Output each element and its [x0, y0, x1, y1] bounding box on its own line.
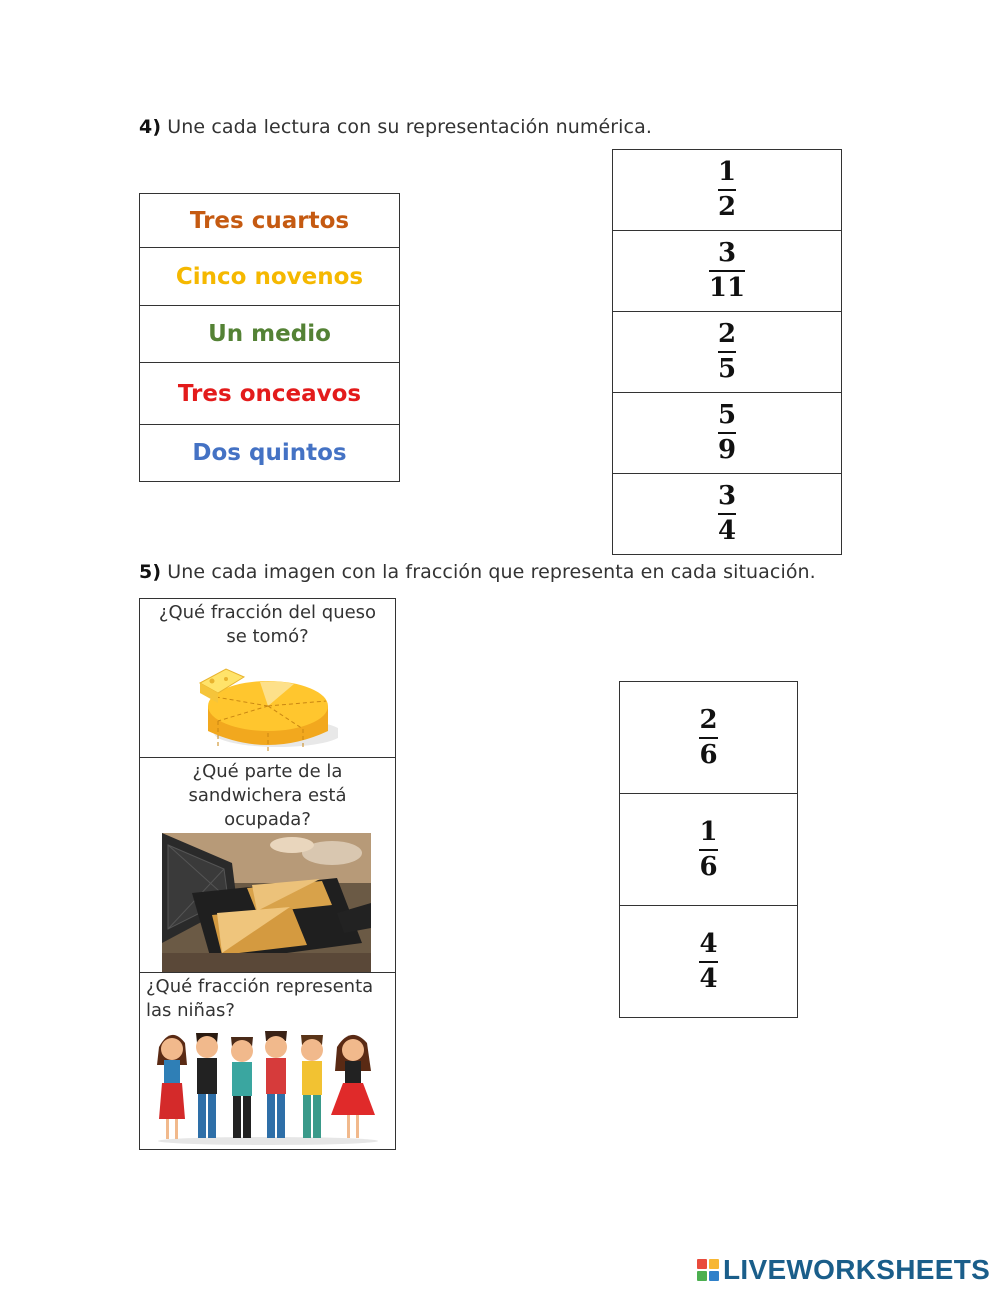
fraction	[709, 239, 745, 302]
fraction	[718, 482, 736, 545]
picture-caption: ¿Qué fracción del queso se tomó?	[158, 602, 377, 647]
question-4	[139, 116, 652, 138]
numerator: 1	[717, 157, 737, 188]
reading-table	[139, 193, 400, 482]
fraction-cell[interactable]	[620, 794, 798, 906]
reading-cell[interactable]	[140, 306, 400, 363]
fraction-cell[interactable]	[620, 682, 798, 794]
denominator: 5	[717, 354, 737, 384]
denominator: 11	[708, 273, 746, 303]
group-of-children-illustration	[153, 1025, 383, 1147]
reading-cell[interactable]	[140, 194, 400, 248]
reading-cell[interactable]	[140, 363, 400, 425]
fraction	[699, 706, 717, 769]
denominator: 4	[699, 963, 718, 994]
fraction-table-q5	[619, 681, 798, 1018]
picture-cell-sandwich[interactable]	[140, 758, 396, 973]
numerator: 2	[699, 704, 718, 735]
liveworksheets-logo	[697, 1254, 990, 1286]
numerator: 3	[717, 238, 737, 269]
fraction	[718, 320, 736, 383]
fraction-cell[interactable]	[613, 474, 842, 555]
question-4-number: 4)	[139, 116, 162, 138]
fraction	[699, 930, 717, 993]
reading-text: Tres cuartos	[189, 207, 350, 234]
logo-blocks-icon	[697, 1259, 719, 1281]
reading-text: Cinco novenos	[175, 263, 364, 290]
reading-text: Un medio	[208, 321, 331, 347]
denominator: 4	[717, 516, 737, 546]
fraction-cell[interactable]	[620, 906, 798, 1018]
question-5	[139, 561, 816, 583]
denominator: 2	[717, 192, 737, 222]
reading-text: Dos quintos	[192, 440, 347, 466]
denominator: 9	[717, 435, 737, 465]
picture-table	[139, 598, 396, 1150]
numerator: 5	[717, 400, 737, 431]
denominator: 6	[699, 739, 718, 770]
question-4-text: Une cada lectura con su representación numérica.	[167, 116, 652, 138]
fraction-cell[interactable]	[613, 150, 842, 231]
numerator: 4	[699, 928, 718, 959]
picture-cell-children[interactable]	[140, 973, 396, 1150]
picture-caption: ¿Qué parte de la sandwichera está ocupada?	[188, 761, 347, 830]
fraction-cell[interactable]	[613, 393, 842, 474]
cheese-wheel-illustration	[198, 651, 338, 751]
question-5-number: 5)	[139, 561, 162, 583]
numerator: 2	[717, 319, 737, 350]
fraction	[718, 401, 736, 464]
picture-caption: ¿Qué fracción representa las niñas?	[146, 976, 374, 1021]
reading-cell[interactable]	[140, 425, 400, 482]
fraction-cell[interactable]	[613, 312, 842, 393]
denominator: 6	[699, 851, 718, 882]
reading-text: Tres onceavos	[177, 380, 362, 407]
fraction	[718, 158, 736, 221]
reading-cell[interactable]	[140, 248, 400, 306]
numerator: 1	[699, 816, 718, 847]
picture-cell-cheese[interactable]	[140, 599, 396, 758]
question-5-text: Une cada imagen con la fracción que representa en cada situación.	[167, 561, 816, 583]
fraction-table-q4	[612, 149, 842, 555]
numerator: 3	[717, 481, 737, 512]
fraction	[699, 818, 717, 881]
sandwich-maker-illustration	[162, 833, 371, 972]
fraction-cell[interactable]	[613, 231, 842, 312]
logo-text: LIVEWORKSHEETS	[723, 1254, 991, 1285]
